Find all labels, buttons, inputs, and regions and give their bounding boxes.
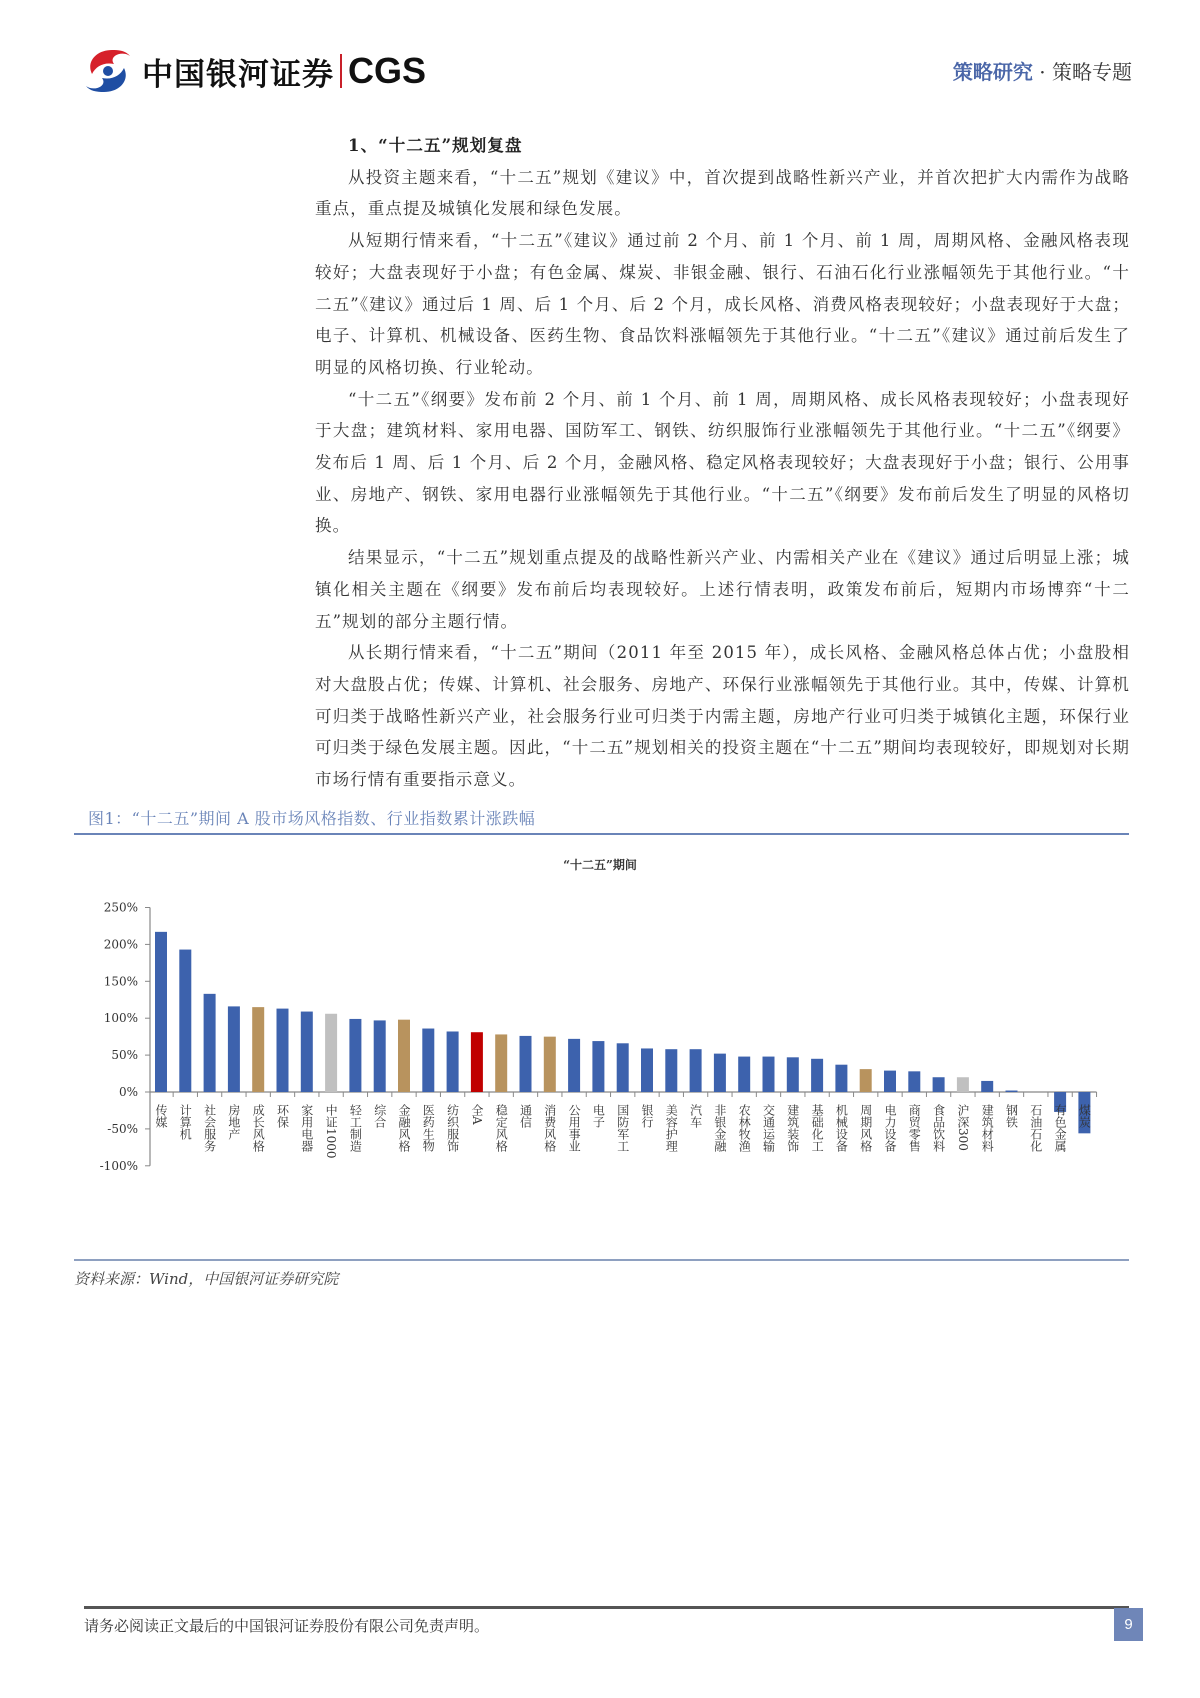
page-number: 9	[1114, 1608, 1143, 1641]
report-section-label	[953, 56, 1132, 85]
paragraph: 从短期行情来看，“十二五”《建议》通过前 2 个月、前 1 个月、前 1 周，周期风格、金融风格表现较好；大盘表现好于小盘；有色金属、煤炭、非银金融、银行、石油石化行业涨幅领先于其他行业。“十二五”《建议》通过后 1 周、后 1 个月、后 2 个月，成长风格、消费风格表现较好；小盘表现好于大盘；电子、计算机、机械设备、医药生物、食品饮料涨幅领先于其他行业。“十二五”《建议》通过前后发生了明显的风格切换、行业轮动。	[315, 231, 1130, 377]
y-tick-label: -50%	[107, 1121, 138, 1136]
x-tick-label: 食品饮料	[931, 1104, 946, 1152]
x-tick-label: 计算机	[178, 1104, 193, 1140]
y-tick-label: -100%	[99, 1158, 138, 1173]
section-separator: ·	[1032, 60, 1052, 84]
x-tick-label: 环保	[275, 1104, 290, 1128]
bar	[1006, 1091, 1018, 1092]
bar	[884, 1071, 896, 1092]
x-tick-label: 交通运输	[761, 1104, 776, 1152]
y-tick-label: 250%	[103, 900, 138, 915]
bar	[325, 1014, 337, 1092]
bar	[374, 1020, 386, 1092]
bar	[835, 1065, 847, 1092]
x-tick-label: 石油石化	[1028, 1104, 1043, 1152]
brand-logo	[82, 46, 426, 96]
x-tick-label: 美容护理	[664, 1104, 679, 1152]
x-tick-label: 有色金属	[1053, 1104, 1068, 1152]
x-tick-label: 非银金融	[712, 1104, 727, 1152]
x-tick-label: 周期风格	[858, 1104, 873, 1152]
bar	[763, 1057, 775, 1092]
chart-title: “十二五”期间	[563, 858, 637, 872]
x-tick-label: 稳定风格	[494, 1104, 509, 1152]
bar	[447, 1031, 459, 1092]
x-tick-label: 汽车	[688, 1104, 703, 1128]
bar	[592, 1041, 604, 1092]
x-tick-label: 农林牧渔	[737, 1104, 752, 1152]
x-tick-label: 国防军工	[615, 1104, 630, 1152]
x-tick-label: 机械设备	[834, 1104, 849, 1152]
bar	[422, 1029, 434, 1092]
x-tick-label: 中证1000	[324, 1104, 339, 1159]
x-tick-label: 建筑装饰	[785, 1104, 800, 1152]
caption-divider	[74, 833, 1129, 835]
article-body	[315, 130, 1130, 796]
bar	[520, 1036, 532, 1092]
paragraph: 结果显示，“十二五”规划重点提及的战略性新兴产业、内需相关产业在《建议》通过后明显上涨；城镇化相关主题在《纲要》发布前后均表现较好。上述行情表明，政策发布前后，短期内市场博弈“十二五”规划的部分主题行情。	[315, 548, 1130, 631]
bar	[957, 1077, 969, 1092]
section-secondary: 策略专题	[1052, 60, 1132, 84]
bar	[277, 1009, 289, 1092]
bar	[228, 1006, 240, 1092]
bar	[665, 1049, 677, 1092]
x-tick-label: 金融风格	[397, 1104, 411, 1152]
figure-caption: 图1：“十二五”期间 A 股市场风格指数、行业指数累计涨跌幅	[88, 809, 536, 828]
section-heading: 1、“十二五”规划复盘	[348, 136, 523, 155]
bar	[933, 1077, 945, 1092]
paragraph: 从长期行情来看，“十二五”期间（2011 年至 2015 年），成长风格、金融风格总体占优；小盘股相对大盘股占优；传媒、计算机、社会服务、房地产、环保行业涨幅领先于其他行业。其中，传媒、计算机可归类于战略性新兴产业，社会服务行业可归类于内需主题，房地产行业可归类于城镇化主题，环保行业可归类于绿色发展主题。因此，“十二五”规划相关的投资主题在“十二五”期间均表现较好，即规划对长期市场行情有重要指示意义。	[315, 643, 1130, 790]
x-tick-label: 电子	[591, 1104, 606, 1128]
x-tick-label: 沪深300	[955, 1104, 970, 1151]
x-tick-label: 成长风格	[251, 1104, 266, 1152]
bar	[179, 950, 191, 1092]
bar	[787, 1057, 799, 1092]
x-tick-label: 公用事业	[567, 1104, 582, 1152]
bar	[811, 1059, 823, 1092]
x-tick-label: 社会服务	[202, 1104, 217, 1152]
x-tick-label: 煤炭	[1077, 1104, 1092, 1128]
x-tick-label: 消费风格	[542, 1104, 557, 1152]
x-tick-label: 商贸零售	[907, 1104, 922, 1152]
x-tick-label: 传媒	[154, 1104, 168, 1128]
brand-name-cn: 中国银河证券	[142, 56, 334, 93]
x-tick-label: 纺织服饰	[445, 1104, 460, 1152]
brand-name-en: CGS	[348, 50, 427, 91]
bar	[204, 994, 216, 1092]
y-tick-label: 50%	[111, 1048, 138, 1063]
x-tick-label: 家用电器	[299, 1104, 314, 1152]
bar	[155, 932, 167, 1092]
x-tick-label: 建筑材料	[980, 1104, 995, 1152]
figure-source: 资料来源：Wind，中国银河证券研究院	[74, 1270, 339, 1288]
bar	[568, 1039, 580, 1092]
source-divider	[74, 1259, 1129, 1261]
y-tick-label: 100%	[103, 1011, 138, 1026]
bar	[981, 1081, 993, 1092]
brand-divider	[340, 54, 342, 88]
page-header	[82, 44, 1132, 100]
bar	[738, 1057, 750, 1092]
bar	[544, 1037, 556, 1092]
section-primary: 策略研究	[952, 60, 1033, 84]
bar	[690, 1049, 702, 1092]
x-tick-label: 电力设备	[883, 1104, 897, 1152]
bar	[908, 1071, 920, 1092]
paragraph: “十二五”《纲要》发布前 2 个月、前 1 个月、前 1 周，周期风格、成长风格表现较好；小盘表现好于大盘；建筑材料、家用电器、国防军工、钢铁、纺织服饰行业涨幅领先于其他行业。“十二五”《纲要》发布后 1 周、后 1 个月、后 2 个月，金融风格、稳定风格表现较好；大盘表现好于小盘；银行、公用事业、房地产、钢铁、家用电器行业涨幅领先于其他行业。“十二五”《纲要》发布前后发生了明显的风格切换。	[315, 389, 1130, 536]
bar	[495, 1034, 507, 1092]
bar	[641, 1048, 653, 1092]
x-tick-label: 全A	[469, 1104, 484, 1125]
bar	[301, 1012, 313, 1092]
bar	[349, 1019, 361, 1092]
y-tick-label: 0%	[118, 1085, 138, 1099]
x-tick-label: 综合	[372, 1104, 387, 1128]
bar	[617, 1043, 629, 1092]
x-tick-label: 轻工制造	[348, 1104, 363, 1152]
x-tick-label: 银行	[640, 1104, 654, 1128]
bar	[714, 1054, 726, 1092]
galaxy-logo-icon	[82, 46, 134, 96]
footer-disclaimer: 请务必阅读正文最后的中国银河证券股份有限公司免责声明。	[84, 1617, 490, 1635]
y-tick-label: 200%	[103, 937, 138, 952]
bar	[860, 1069, 872, 1092]
bar-chart	[60, 880, 1140, 1260]
bar	[398, 1020, 410, 1092]
x-tick-label: 基础化工	[810, 1104, 825, 1152]
paragraph: 从投资主题来看，“十二五”规划《建议》中，首次提到战略性新兴产业，并首次把扩大内需作为战略重点，重点提及城镇化发展和绿色发展。	[315, 167, 1130, 219]
x-tick-label: 通信	[518, 1104, 533, 1128]
x-tick-label: 钢铁	[1004, 1104, 1019, 1128]
bar	[252, 1007, 264, 1092]
footer-divider	[84, 1606, 1129, 1609]
x-tick-label: 医药生物	[421, 1104, 436, 1152]
bar	[471, 1032, 483, 1092]
x-tick-label: 房地产	[226, 1104, 241, 1140]
y-tick-label: 150%	[103, 974, 138, 989]
